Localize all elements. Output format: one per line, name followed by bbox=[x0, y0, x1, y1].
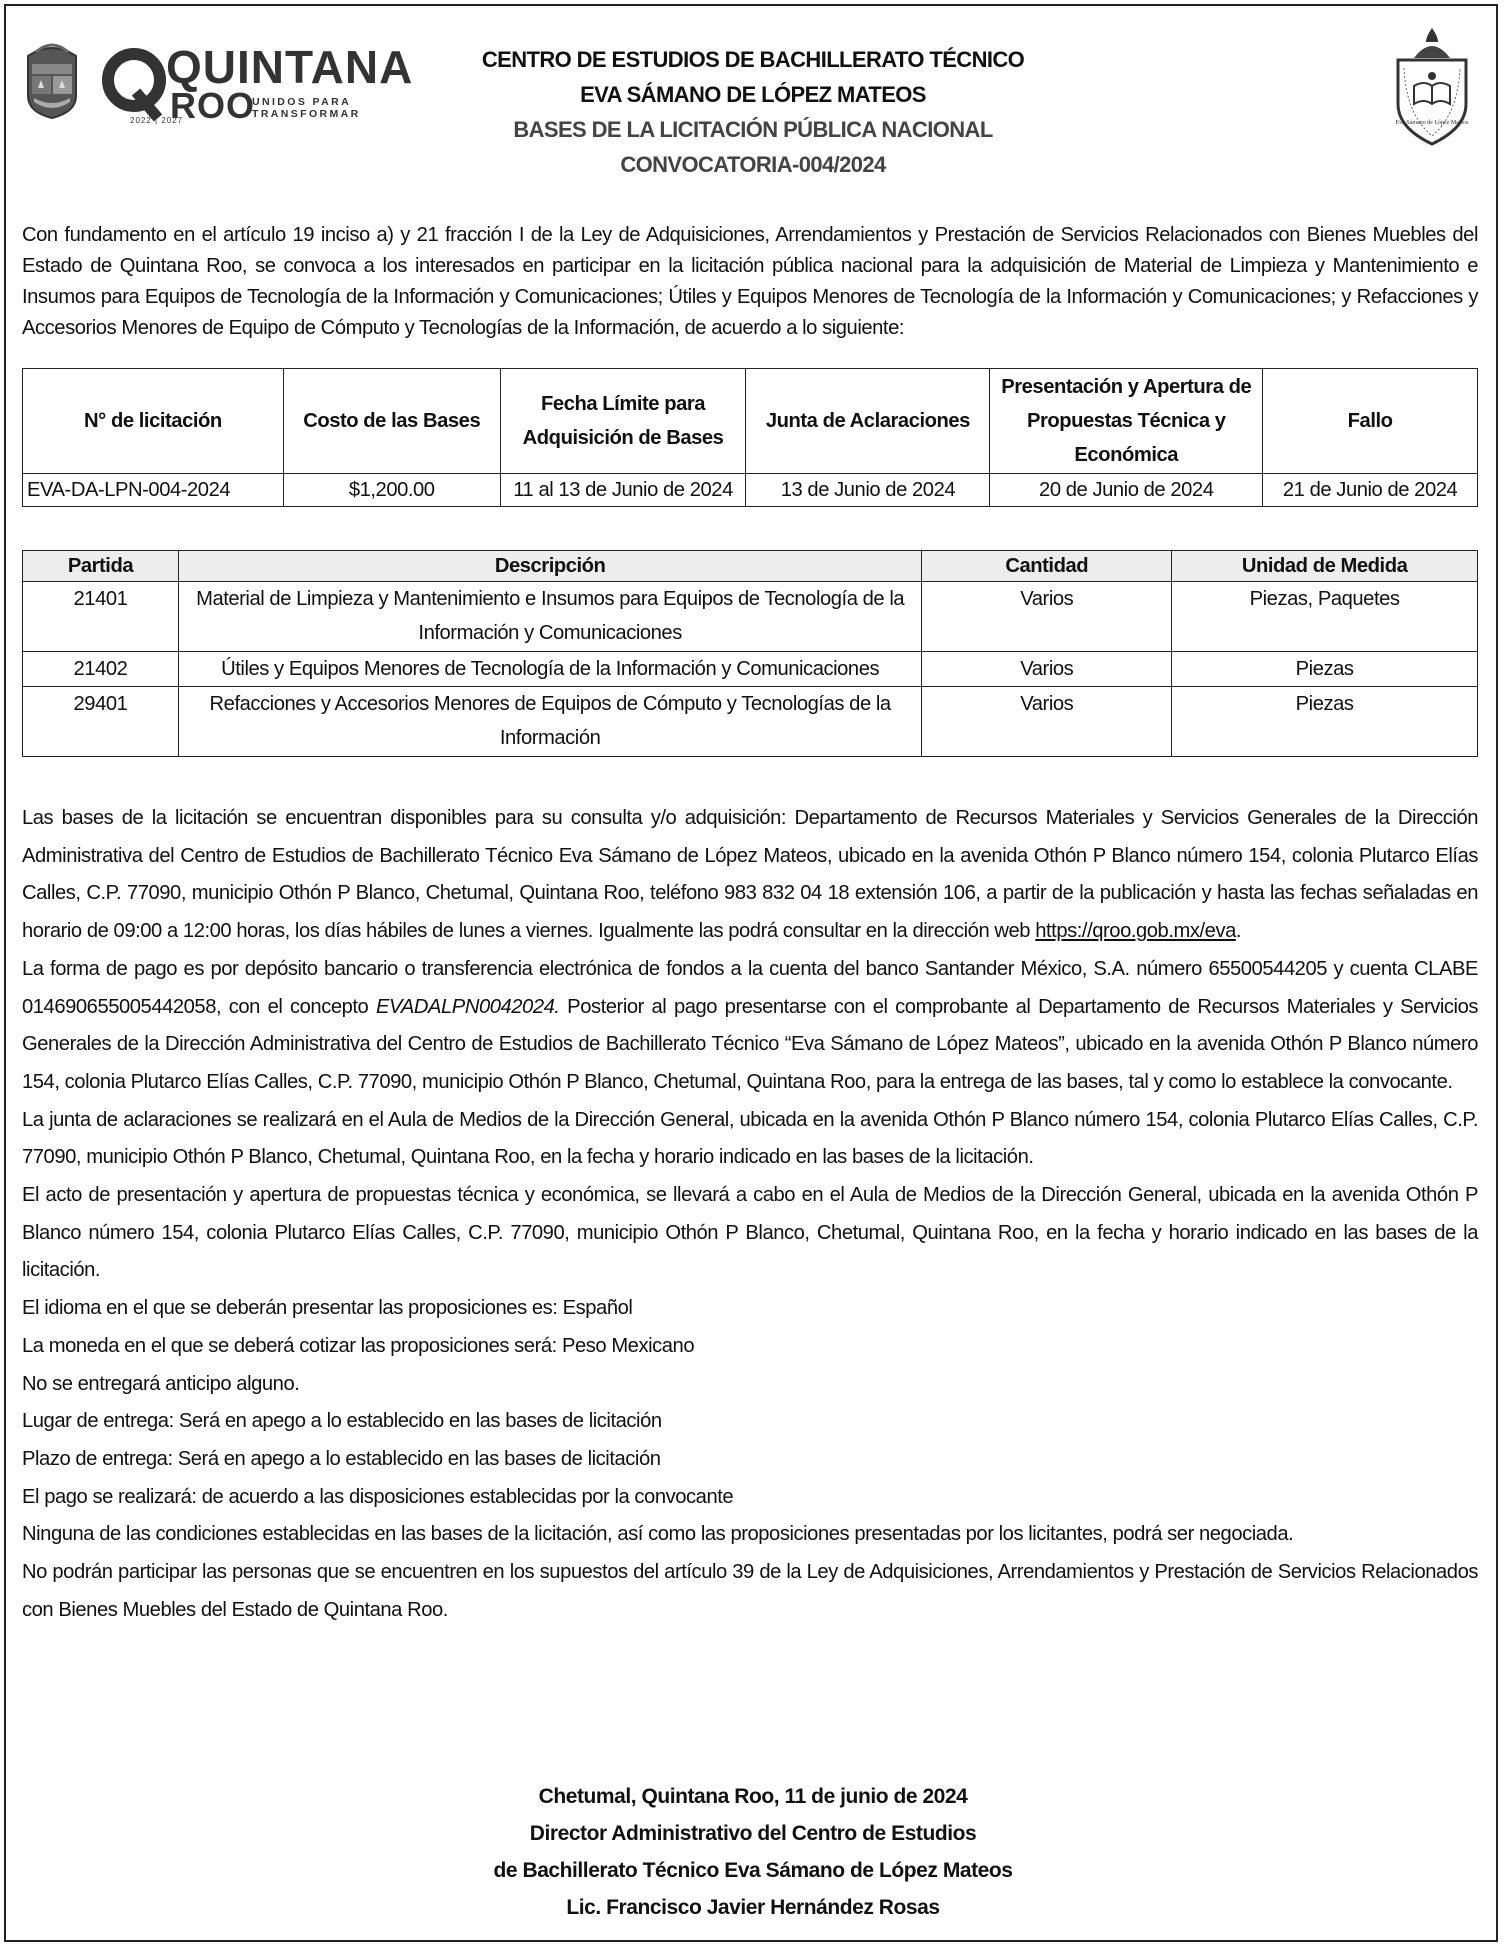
anticipo-line: No se entregará anticipo alguno. bbox=[22, 1372, 300, 1395]
items-header-cell: Cantidad bbox=[922, 551, 1172, 582]
schedule-header-cell: Fallo bbox=[1263, 369, 1478, 474]
items-table bbox=[22, 550, 1478, 757]
body-text bbox=[22, 800, 1478, 1629]
licitacion-number: EVA-DA-LPN-004-2024 bbox=[23, 474, 284, 507]
schedule-table bbox=[22, 368, 1478, 507]
quintana-roo-logo bbox=[22, 30, 414, 130]
q-letter-icon bbox=[100, 44, 170, 124]
emblem-text: Eva Sámano de López Mateos bbox=[1395, 120, 1469, 126]
schedule-data-row bbox=[23, 474, 1478, 507]
items-header-cell: Unidad de Medida bbox=[1172, 551, 1478, 582]
acto-paragraph: El acto de presentación y apertura de propuestas técnica y económica, se llevará a cabo en el Aula de Medios de la Dirección General, ubicada en la avenida Othón P Blanco número 154, colonia Plutarco Elías Calles, C.P. 77090, municipio Othón P Blanco, Chetumal, Quintana Roo, en la fecha y horario indicado en las bases de la licitación. bbox=[22, 1184, 1478, 1282]
signature-name: Lic. Francisco Javier Hernández Rosas bbox=[566, 1896, 940, 1919]
partida-cell: 21401 bbox=[23, 582, 179, 652]
logo-tagline: UNIDOS PARA TRANSFORMAR bbox=[252, 96, 361, 120]
logo-main-text: QUINTANA bbox=[166, 41, 414, 93]
document-header bbox=[380, 42, 1126, 182]
plazo-line: Plazo de entrega: Será en apego a lo establecido en las bases de licitación bbox=[22, 1447, 661, 1470]
school-emblem-icon bbox=[1384, 24, 1480, 146]
header-line-4: CONVOCATORIA-004/2024 bbox=[620, 152, 886, 177]
items-header-row bbox=[23, 551, 1478, 582]
bases-paragraph bbox=[22, 800, 1478, 951]
pago-paragraph bbox=[22, 951, 1478, 1102]
no-podran-paragraph: No podrán participar las personas que se encuentren en los supuestos del artículo 39 de la Ley de Adquisiciones, Arrendamientos y Prestación de Servicios Relacionados con Bienes Muebles del Estado de Quintana Roo. bbox=[22, 1561, 1478, 1621]
junta-aclaraciones: 13 de Junio de 2024 bbox=[746, 474, 990, 507]
items-header-cell: Partida bbox=[23, 551, 179, 582]
items-header-cell: Descripción bbox=[178, 551, 921, 582]
cantidad-cell: Varios bbox=[922, 582, 1172, 652]
bases-end: . bbox=[1235, 920, 1242, 943]
lugar-line: Lugar de entrega: Será en apego a lo establecido en las bases de licitación bbox=[22, 1410, 662, 1433]
costo-bases: $1,200.00 bbox=[283, 474, 500, 507]
partida-cell: 21402 bbox=[23, 652, 179, 687]
table-row bbox=[23, 652, 1478, 687]
descripcion-cell: Útiles y Equipos Menores de Tecnología de la Información y Comunicaciones bbox=[178, 652, 921, 687]
signature-block bbox=[380, 1778, 1126, 1926]
junta-paragraph: La junta de aclaraciones se realizará en el Aula de Medios de la Dirección General, ubicada en la avenida Othón P Blanco número 154, colonia Plutarco Elías Calles, C.P. 77090, municipio Othón P Blanco, Chetumal, Quintana Roo, en la fecha y horario indicado en las bases de la licitación. bbox=[22, 1108, 1478, 1169]
header-line-1: CENTRO DE ESTUDIOS DE BACHILLERATO TÉCNICO bbox=[481, 47, 1025, 72]
table-row bbox=[23, 687, 1478, 757]
signature-title-2: de Bachillerato Técnico Eva Sámano de López Mateos bbox=[493, 1859, 1013, 1882]
table-row bbox=[23, 582, 1478, 652]
bases-text: Las bases de la licitación se encuentran disponibles para su consulta y/o adquisición: Departamento de Recursos Materiales y Servicios Generales de la Dirección Administrativa del Centro de Estudios de Bachillerato Técnico Eva Sámano de López Mateos, ubicado en la avenida Othón P Blanco número 154, colonia Plutarco Elías Calles, C.P. 77090, municipio Othón P Blanco, Chetumal, Quintana Roo, teléfono 983 832 04 18 extensión 106, a partir de la publicación y hasta las fechas señaladas en horario de 09:00 a 12:00 horas, los días hábiles de lunes a viernes. Igualmente las podrá consultar en la dirección web bbox=[22, 807, 1478, 943]
header-line-3: BASES DE LA LICITACIÓN PÚBLICA NACIONAL bbox=[513, 117, 993, 142]
idioma-line: El idioma en el que se deberán presentar las proposiciones es: Español bbox=[22, 1297, 633, 1320]
moneda-line: La moneda en el que se deberá cotizar las proposiciones será: Peso Mexicano bbox=[22, 1334, 695, 1357]
logo-years: 2022 | 2027 bbox=[130, 116, 184, 125]
cantidad-cell: Varios bbox=[922, 652, 1172, 687]
signature-place-date: Chetumal, Quintana Roo, 11 de junio de 2024 bbox=[538, 1785, 968, 1808]
fallo: 21 de Junio de 2024 bbox=[1263, 474, 1478, 507]
pago-text-2: Posterior al pago presentarse con el comprobante al Departamento de Recursos Materiales y Servicios Generales de la Dirección Administrativa del Centro de Estudios de Bachillerato Técnico “Eva Sámano de López Mateos”, ubicado en la avenida Othón P Blanco número 154, colonia Plutarco Elías Calles, C.P. 77090, municipio Othón P Blanco, Chetumal, Quintana Roo, para la entrega de las bases, tal y como lo establece la convocante. bbox=[22, 995, 1478, 1093]
schedule-header-cell: Fecha Límite para Adquisición de Bases bbox=[500, 369, 746, 474]
unidad-cell: Piezas, Paquetes bbox=[1172, 582, 1478, 652]
quintana-roo-wordmark bbox=[100, 30, 414, 130]
pago-line: El pago se realizará: de acuerdo a las disposiciones establecidas por la convocante bbox=[22, 1485, 734, 1508]
signature-title-1: Director Administrativo del Centro de Estudios bbox=[529, 1822, 977, 1845]
presentacion-apertura: 20 de Junio de 2024 bbox=[990, 474, 1263, 507]
schedule-header-cell: Junta de Aclaraciones bbox=[746, 369, 990, 474]
ninguna-line: Ninguna de las condiciones establecidas en las bases de la licitación, así como las proposiciones presentadas por los licitantes, podrá ser negociada. bbox=[22, 1523, 1294, 1546]
pago-concepto: EVADALPN0042024. bbox=[375, 995, 560, 1018]
coat-of-arms-icon bbox=[22, 38, 82, 120]
header-line-2: EVA SÁMANO DE LÓPEZ MATEOS bbox=[580, 82, 926, 107]
unidad-cell: Piezas bbox=[1172, 687, 1478, 757]
cantidad-cell: Varios bbox=[922, 687, 1172, 757]
bases-web-link[interactable]: https://qroo.gob.mx/eva bbox=[1035, 920, 1236, 943]
schedule-header-row bbox=[23, 369, 1478, 474]
schedule-header-cell: N° de licitación bbox=[23, 369, 284, 474]
schedule-header-cell: Costo de las Bases bbox=[283, 369, 500, 474]
schedule-header-cell: Presentación y Apertura de Propuestas Técnica y Económica bbox=[990, 369, 1263, 474]
descripcion-cell: Material de Limpieza y Mantenimiento e Insumos para Equipos de Tecnología de la Información y Comunicaciones bbox=[178, 582, 921, 652]
logo-roo-text: ROO bbox=[170, 85, 256, 126]
pago-text-1: La forma de pago es por depósito bancario o transferencia electrónica de fondos a la cuenta del banco Santander México, S.A. número 65500544205 y cuenta CLABE 014690655005442058, con el concepto bbox=[22, 957, 1478, 1018]
unidad-cell: Piezas bbox=[1172, 652, 1478, 687]
fecha-limite: 11 al 13 de Junio de 2024 bbox=[500, 474, 746, 507]
descripcion-cell: Refacciones y Accesorios Menores de Equipos de Cómputo y Tecnologías de la Información bbox=[178, 687, 921, 757]
intro-paragraph: Con fundamento en el artículo 19 inciso a) y 21 fracción I de la Ley de Adquisiciones, Arrendamientos y Prestación de Servicios Relacionados con Bienes Muebles del Estado de Quintana Roo, se convoca a los interesados en participar en la licitación pública nacional para la adquisición de Material de Limpieza y Mantenimiento e Insumos para Equipos de Tecnología de la Información y Comunicaciones; Útiles y Equipos Menores de Tecnología de la Información y Comunicaciones; y Refacciones y Accesorios Menores de Equipo de Cómputo y Tecnologías de la Información, de acuerdo a lo siguiente: bbox=[22, 224, 1478, 339]
partida-cell: 29401 bbox=[23, 687, 179, 757]
